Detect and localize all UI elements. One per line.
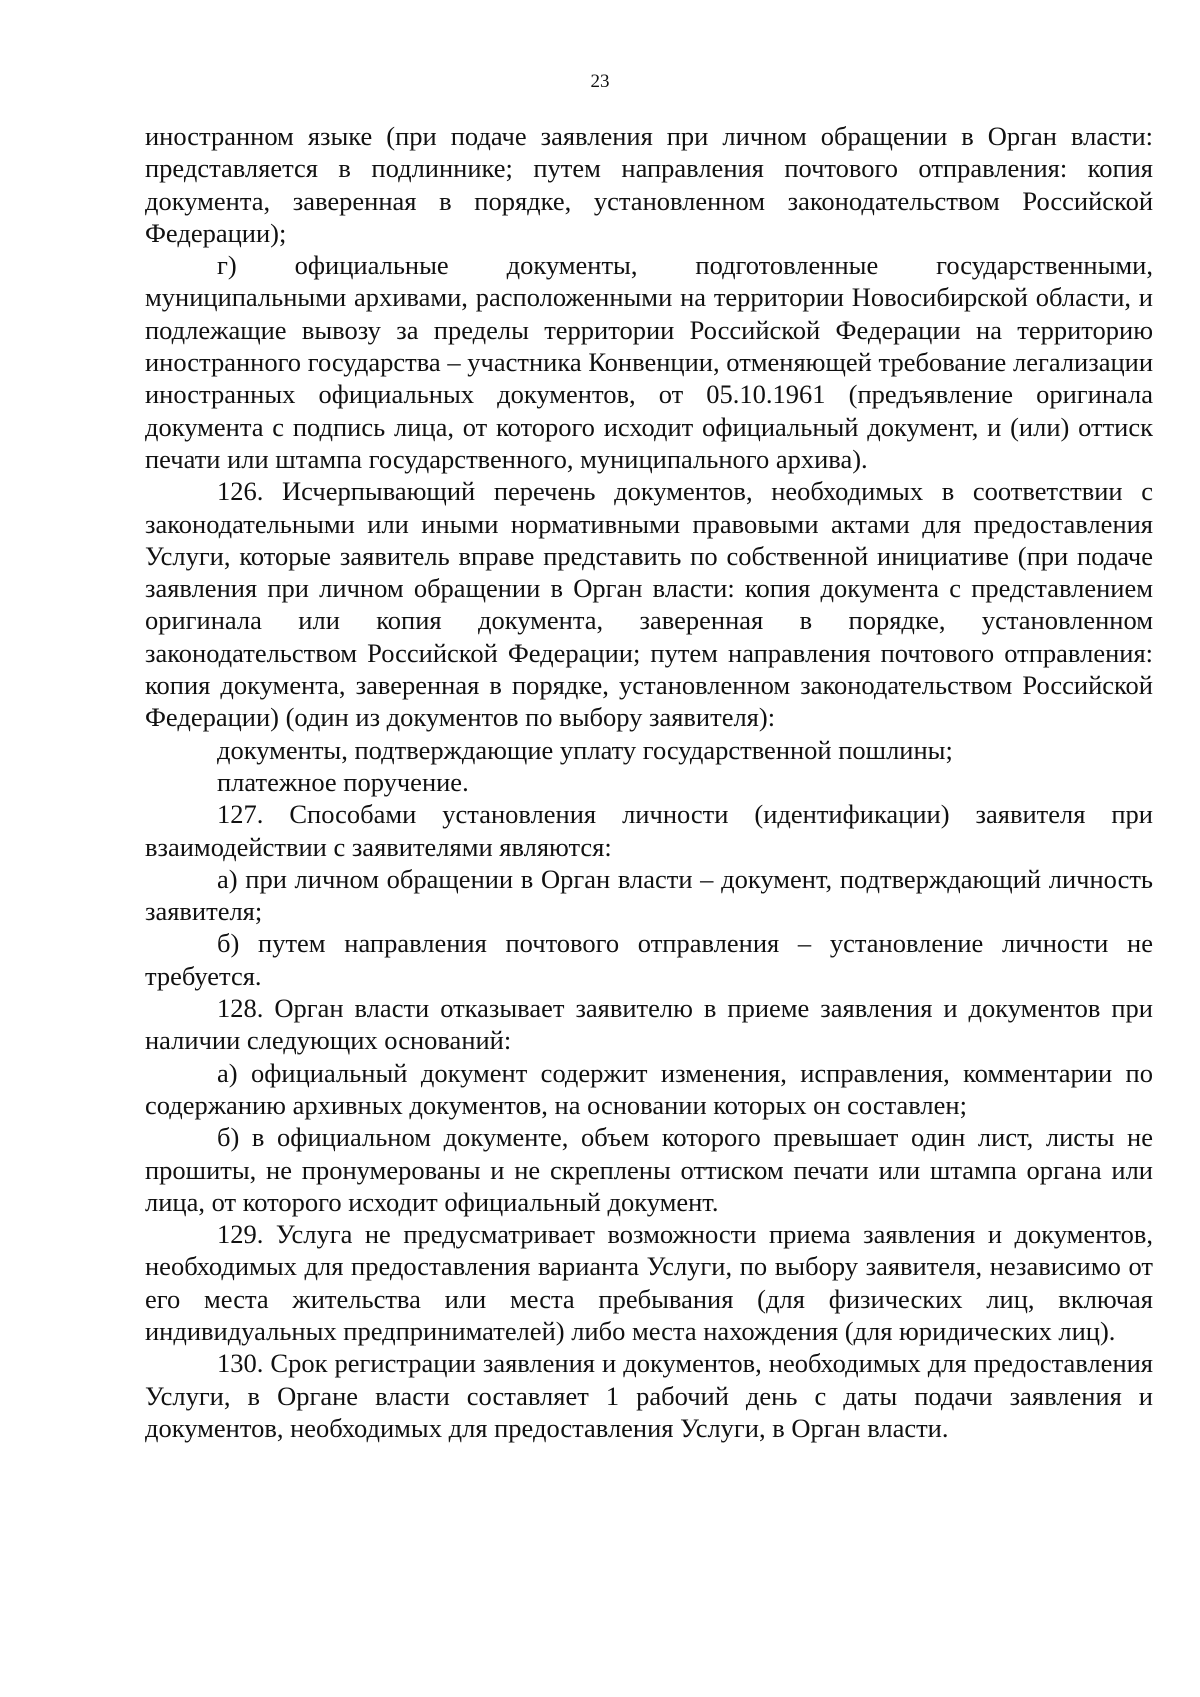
page-number: 23 — [590, 71, 610, 92]
paragraph-foreign-language-continuation: иностранном языке (при подаче заявления при личном обращении в Орган власти: представляется в подлиннике; путем направления почтового отправления: копия документа, заверенная в порядке, установленном законодательством Российской Федерации); — [145, 121, 1153, 248]
paragraph-127-identification: 127. Способами установления личности (идентификации) заявителя при взаимодействии с заявителями являются: — [145, 799, 1153, 862]
paragraph-payment-order: платежное поручение. — [217, 766, 469, 797]
paragraph-item-g-official-documents: г) официальные документы, подготовленные государственными, муниципальными архивами, расположенными на территории Новосибирской области, и подлежащие вывозу за пределы территории Российской Федерации на территорию иностранного государства – участника Конвенции, отменяющей требование легализации иностранных официальных документов, от 05.10.1961 (предъявление оригинала документа с подпись лица, от которого исходит официальный документ, и (или) оттиск печати или штампа государственного, муниципального архива). — [145, 250, 1153, 474]
paragraph-129-extraterritorial: 129. Услуга не предусматривает возможности приема заявления и документов, необходимых для предоставления варианта Услуги, по выбору заявителя, независимо от его места жительства или места пребывания (для физических лиц, включая индивидуальных предпринимателей) либо места нахождения (для юридических лиц). — [145, 1219, 1153, 1346]
paragraph-127-b-postal: б) путем направления почтового отправления – установление личности не требуется. — [145, 928, 1153, 991]
paragraph-130-registration-term: 130. Срок регистрации заявления и документов, необходимых для предоставления Услуги, в Органе власти составляет 1 рабочий день с даты подачи заявления и документов, необходимых для предоставления Услуги, в Орган власти. — [145, 1348, 1153, 1443]
paragraph-127-a-personal-visit: а) при личном обращении в Орган власти – документ, подтверждающий личность заявителя; — [145, 863, 1153, 927]
paragraph-payment-documents: документы, подтверждающие уплату государственной пошлины; — [217, 734, 953, 765]
paragraph-128-b-sheets: б) в официальном документе, объем которого превышает один лист, листы не прошиты, не пронумерованы и не скреплены оттиском печати или штампа органа или лица, от которого исходит официальный документ. — [145, 1122, 1153, 1217]
paragraph-128-a-changes: а) официальный документ содержит изменения, исправления, комментарии по содержанию архивных документов, на основании которых он составлен; — [145, 1057, 1153, 1120]
paragraph-128-refusal: 128. Орган власти отказывает заявителю в приеме заявления и документов при наличии следующих оснований: — [145, 993, 1153, 1056]
paragraph-126-document-list: 126. Исчерпывающий перечень документов, необходимых в соответствии с законодательными или иными нормативными правовыми актами для предоставления Услуги, которые заявитель вправе представить по собственной инициативе (при подаче заявления при личном обращении в Орган власти: копия документа с представлением оригинала или копия документа, заверенная в порядке, установленном законодательством Российской Федерации; путем направления почтового отправления: копия документа, заверенная в порядке, установленном законодательством Российской Федерации) (один из документов по выбору заявителя): — [145, 476, 1153, 733]
document-body — [145, 120, 1153, 1444]
